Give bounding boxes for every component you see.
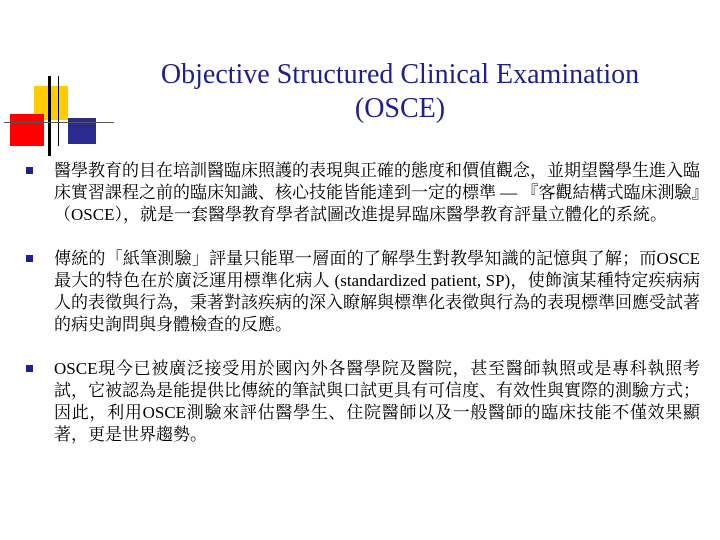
bullet-item xyxy=(24,248,700,336)
decorative-red-square xyxy=(10,114,44,146)
bullet-list xyxy=(24,160,700,468)
square-bullet-icon xyxy=(26,255,33,262)
bullet-item xyxy=(24,160,700,226)
bullet-text: 傳統的「紙筆測驗」評量只能單一層面的了解學生對教學知識的記憶與了解；而OSCE最大的特色在於廣泛運用標準化病人 (standardized patient, SP)，使飾演某種特定疾病病人的表徵與行為，秉著對該疾病的深入瞭解與標準化表徵與行為的表現標準回應受試著的病史詢問與身體檢查的反應。 xyxy=(54,249,700,334)
bullet-text: OSCE現今已被廣泛接受用於國內外各醫學院及醫院，甚至醫師執照或是專科執照考試，它被認為是能提供比傳統的筆試與口試更具有可信度、有效性與實際的測驗方式；因此，利用OSCE測驗來評估醫學生、住院醫師以及一般醫師的臨床技能不僅效果顯著，更是世界趨勢。 xyxy=(54,359,700,444)
decorative-horizontal-line xyxy=(4,122,114,123)
slide-title-line-2: (OSCE) xyxy=(354,93,446,124)
square-bullet-icon xyxy=(26,365,33,372)
bullet-text: 醫學教育的目在培訓醫臨床照護的表現與正確的態度和價值觀念，並期望醫學生進入臨床實習課程之前的臨床知識、核心技能皆能達到一定的標準 — 『客觀結構式臨床測驗』（OSCE），就是一套醫學教育學者試圖改進提昇臨床醫學教育評量立體化的系統。 xyxy=(54,161,700,224)
square-bullet-icon xyxy=(26,167,33,174)
decorative-vertical-line xyxy=(48,76,51,156)
slide-title xyxy=(100,58,700,126)
bullet-item xyxy=(24,358,700,446)
decorative-vertical-line-thin xyxy=(58,76,59,146)
slide-title-line-1: Objective Structured Clinical Examination xyxy=(160,59,640,90)
